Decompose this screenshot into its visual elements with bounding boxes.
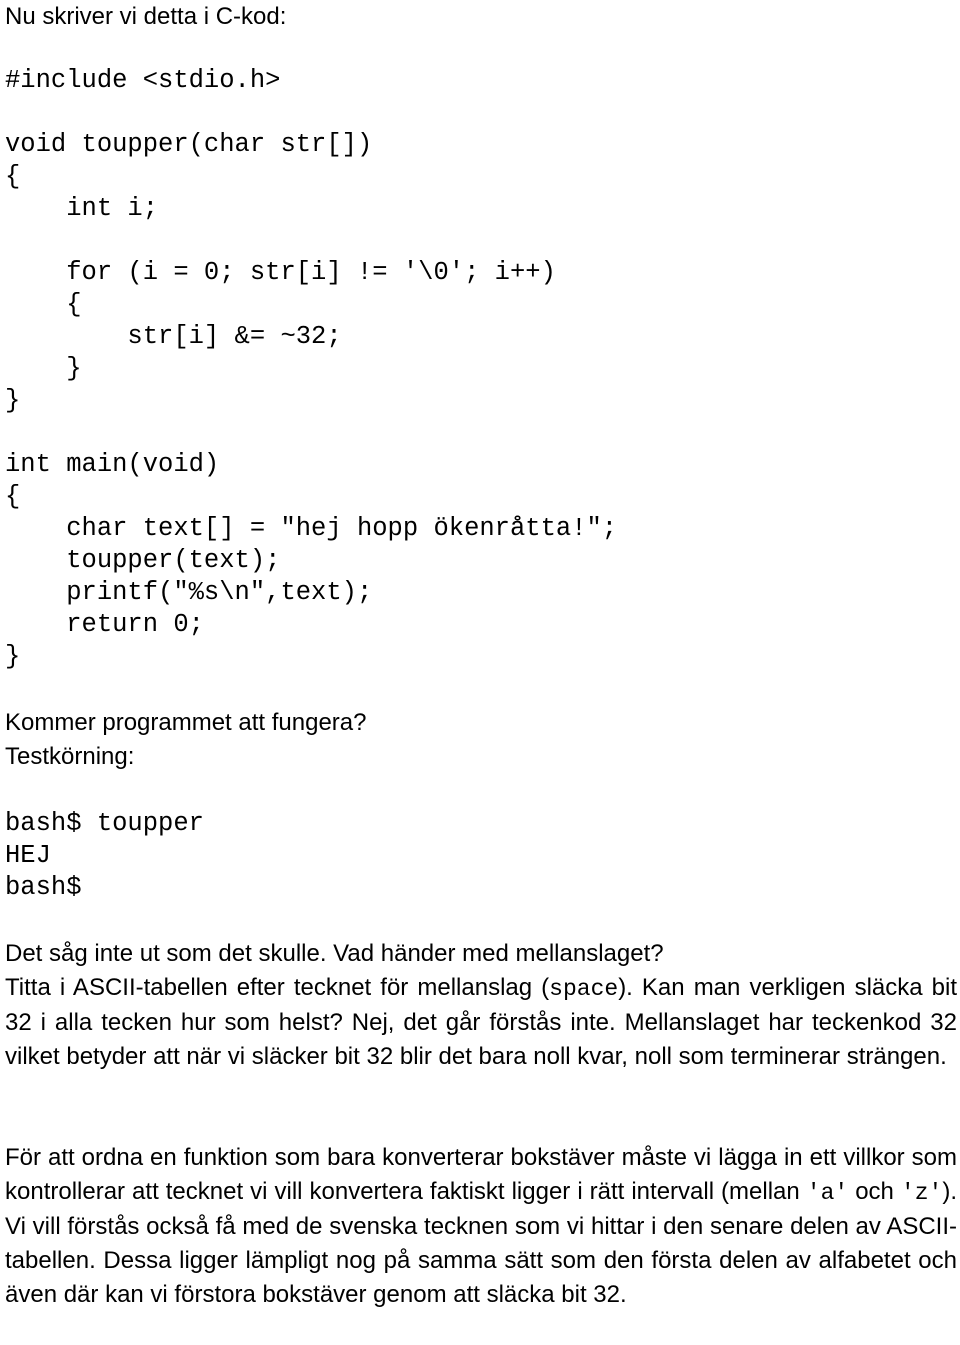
terminal-line: bash$ toupper xyxy=(5,809,204,838)
paragraph-text: Titta i ASCII-tabellen efter tecknet för mellanslag ( xyxy=(5,974,550,1001)
explanation-paragraph xyxy=(5,937,957,1074)
testrun-label: Testkörning: xyxy=(5,743,135,770)
inline-code: 'z' xyxy=(900,1180,943,1206)
code-line: } xyxy=(5,642,21,671)
paragraph-text: För att ordna en funktion som bara konverterar bokstäver måste vi lägga in ett villkor som kontrollerar att tecknet vi vill konvertera faktiskt ligger i rätt intervall (mellan xyxy=(5,1144,957,1205)
question-text: Kommer programmet att fungera? xyxy=(5,709,367,736)
code-line: { xyxy=(5,482,21,511)
code-line: str[i] &= ~32; xyxy=(5,322,342,351)
solution-paragraph xyxy=(5,1141,957,1312)
code-line: for (i = 0; str[i] != '\0'; i++) xyxy=(5,258,556,287)
code-line: } xyxy=(5,386,21,415)
paragraph-text: Det såg inte ut som det skulle. Vad händer med mellanslaget? xyxy=(5,940,664,967)
code-line: int i; xyxy=(5,194,159,223)
code-line: void toupper(char str[]) xyxy=(5,130,373,159)
inline-code: space xyxy=(549,976,619,1002)
paragraph-text: ). Kan man verkligen släcka bit 32 i alla tecken hur som helst? Nej, det går förstås inte. Mellanslaget har teckenkod 32 vilket betyder att när vi släcker bit 32 blir det bara noll kvar, noll som terminerar strängen. xyxy=(5,974,958,1070)
code-line: printf("%s\n",text); xyxy=(5,578,373,607)
inline-code: 'a' xyxy=(806,1180,849,1206)
code-line: int main(void) xyxy=(5,450,220,479)
intro-text: Nu skriver vi detta i C-kod: xyxy=(5,3,287,30)
code-line: { xyxy=(5,162,21,191)
code-line: return 0; xyxy=(5,610,204,639)
terminal-line: HEJ xyxy=(5,841,51,870)
paragraph-text: och xyxy=(848,1178,901,1205)
code-line: #include <stdio.h> xyxy=(5,66,281,95)
code-line: char text[] = "hej hopp ökenråtta!"; xyxy=(5,514,618,543)
code-line: toupper(text); xyxy=(5,546,281,575)
terminal-line: bash$ xyxy=(5,873,82,902)
code-line: } xyxy=(5,354,82,383)
paragraph-text: ). Vi vill förstås också få med de svenska tecknen som vi hittar i den senare delen av ASCII-tabellen. Dessa ligger lämpligt nog på samma sätt som den första delen av alfabetet och även där kan vi förstora bokstäver genom att släcka bit 32. xyxy=(5,1178,958,1308)
code-line: { xyxy=(5,290,82,319)
